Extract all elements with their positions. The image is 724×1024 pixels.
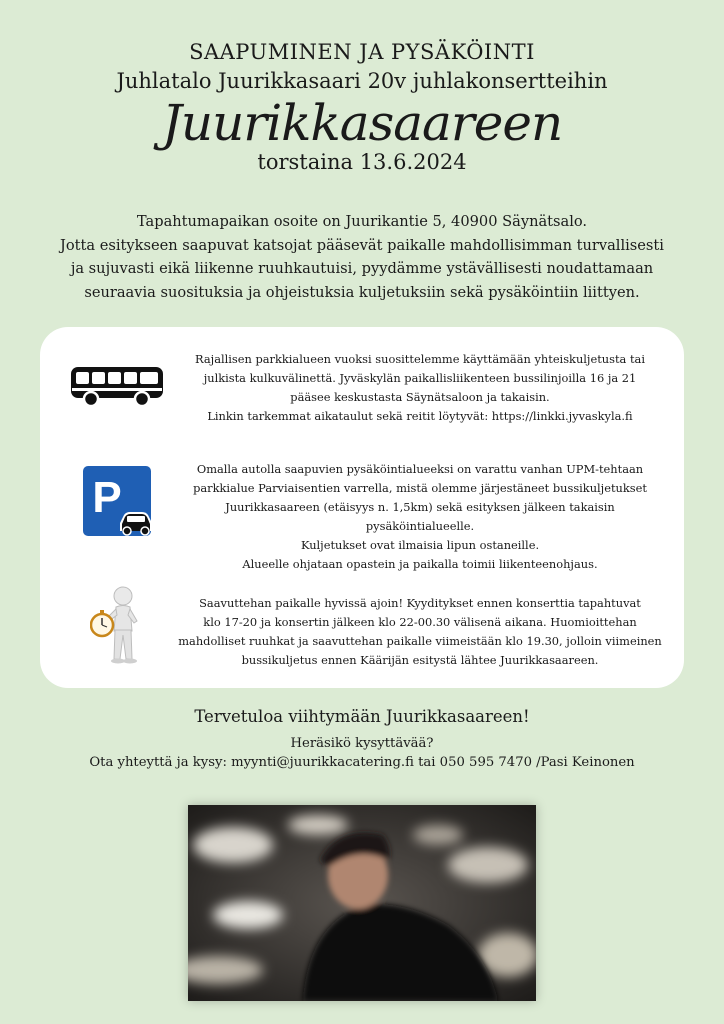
contact-line[interactable]: Ota yhteyttä ja kysy: myynti@juurikkacatering.fi tai 050 595 7470 /Pasi Keinonen (89, 754, 635, 770)
timing-line: klo 17-20 ja konsertin jälkeen klo 22-00.30 välisenä aikana. Huomioittehan (203, 615, 637, 629)
parking-sign-icon (82, 465, 152, 541)
title-line-2: Juhlatalo Juurikkasaari 20v juhlakonsertteihin (116, 69, 608, 93)
parking-text (170, 460, 670, 574)
event-date: torstaina 13.6.2024 (257, 150, 467, 174)
header (0, 38, 724, 176)
contact-block (0, 735, 724, 772)
intro-line: seuraavia suosituksia ja ohjeistuksia kuljetuksiin sekä pysäköintiin liittyen. (84, 283, 640, 301)
parking-line: Kuljetukset ovat ilmaisia lipun ostaneille. (300, 538, 540, 552)
bus-line: Rajallisen parkkialueen vuoksi suosittelemme käyttämään yhteiskuljetusta tai (195, 352, 645, 366)
timing-line: bussikuljetus ennen Käärijän esitystä lähtee Juurikkasaareen. (241, 653, 599, 667)
welcome-heading: Tervetuloa viihtymään Juurikkasaareen! (194, 707, 530, 726)
bus-icon (70, 365, 164, 411)
title-line-1: SAAPUMINEN JA PYSÄKÖINTI (189, 40, 535, 64)
intro-line: ja sujuvasti eikä liikenne ruuhkautuisi, pyydämme ystävällisesti noudattamaan (70, 260, 654, 277)
parking-sign-letter: P (92, 473, 122, 522)
performer-photo (188, 805, 536, 1001)
figure-with-stopwatch-icon (90, 585, 144, 669)
timing-line: mahdolliset ruuhkat ja saavuttehan paikalle viimeistään klo 19.30, jolloin viimeinen (178, 634, 662, 648)
info-card (40, 327, 684, 688)
parking-line: Juurikkasaareen (etäisyys n. 1,5km) sekä esityksen jälkeen takaisin pysäköintialueelle. (225, 500, 615, 533)
bus-text (170, 350, 670, 426)
timing-line: Saavuttehan paikalle hyvissä ajoin! Kyyditykset ennen konserttia tapahtuvat (199, 596, 641, 610)
intro-line: Jotta esitykseen saapuvat katsojat pääsevät paikalle mahdollisimman turvallisesti (60, 236, 664, 254)
script-title: Juurikkasaareen (161, 94, 563, 152)
timing-text (170, 594, 670, 670)
bus-line: julkista kulkuvälinettä. Jyväskylän paikallisliikenteen bussilinjoilla 16 ja 21 (203, 371, 637, 385)
parking-line: Omalla autolla saapuvien pysäköintialueeksi on varattu vanhan UPM-tehtaan (196, 462, 644, 476)
bus-link-line[interactable]: Linkin tarkemmat aikataulut sekä reitit löytyvät: https://linkki.jyvaskyla.fi (207, 409, 633, 423)
intro-paragraph (40, 210, 684, 304)
intro-line: Tapahtumapaikan osoite on Juurikantie 5, 40900 Säynätsalo. (136, 213, 588, 230)
parking-line: parkkialue Parviaisentien varrella, mistä olemme järjestäneet bussikuljetukset (193, 481, 647, 495)
bus-line: pääsee keskustasta Säynätsaloon ja takaisin. (290, 390, 550, 404)
contact-question: Heräsikö kysyttävää? (290, 736, 434, 751)
parking-line: Alueelle ohjataan opastein ja paikalla toimii liikenteenohjaus. (242, 557, 598, 571)
